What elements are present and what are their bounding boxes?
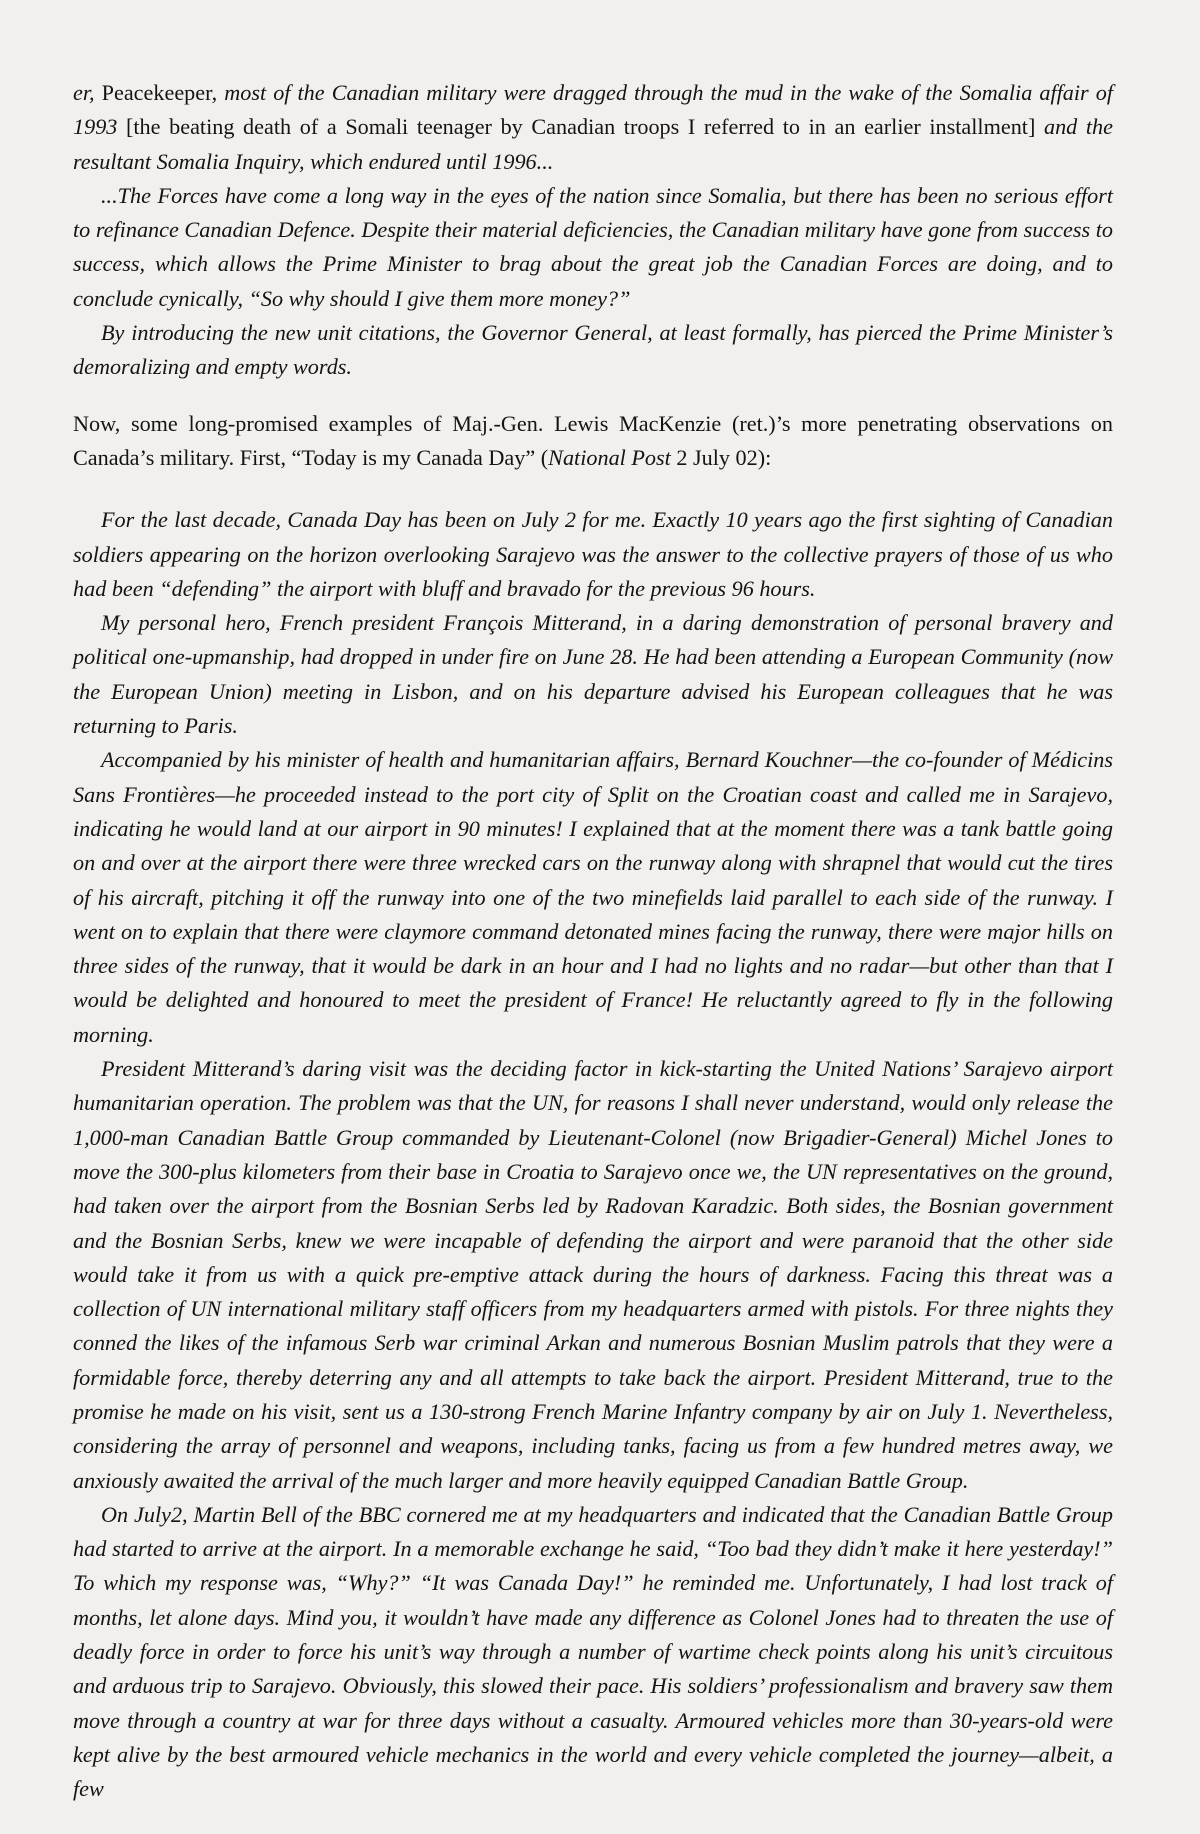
quote-paragraph-1	[73, 503, 1113, 606]
text-fragment: President Mitterand’s daring visit was the deciding factor in kick-starting the United Nations’ Sarajevo airport humanitarian operation. The problem was that the UN, for reasons I shall never understand, would only release the 1,000-man Canadian Battle Group commanded by Lieutenant-Colonel (now Brigadier-General) Michel Jones to move the 300-plus kilometers from their base in Croatia to Sarajevo once we, the UN representatives on the ground, had taken over the airport from the Bosnian Serbs led by Radovan Karadzic. Both sides, the Bosnian government and the Bosnian Serbs, knew we were incapable of defending the airport and were paranoid that the other side would take it from us with a quick pre-emptive attack during the hours of darkness. Facing this threat was a collection of UN international military staff officers from my headquarters armed with pistols. For three nights they conned the likes of the infamous Serb war criminal Arkan and numerous Bosnian Muslim patrols that they were a formidable force, thereby deterring any and all attempts to take back the airport. President Mitterand, true to the promise he made on his visit, sent us a 130-strong French Marine Infantry company by air on July 1. Nevertheless, considering the array of personnel and weapons, including tanks, facing us from a few hundred metres away, we anxiously awaited the arrival of the much larger and more heavily equipped Canadian Battle Group.	[73, 1056, 1113, 1493]
text-fragment: ...The Forces have come a long way in the eyes of the nation since Somalia, but there has been no serious effort to refinance Canadian Defence. Despite their material deficiencies, the Canadian military have gone from success to success, which allows the Prime Minister to brag about the great job the Canadian Forces are doing, and to conclude cynically, “So why should I give them more money?”	[73, 182, 1113, 311]
text-fragment: Accompanied by his minister of health and humanitarian affairs, Bernard Kouchner—the co-founder of Médicins Sans Frontières—he proceeded instead to the port city of Split on the Croatian coast and called me in Sarajevo, indicating he would land at our airport in 90 minutes! I explained that at the moment there was a tank battle going on and over at the airport there were three wrecked cars on the runway along with shrapnel that would cut the tires of his aircraft, pitching it off the runway into one of the two minefields laid parallel to each side of the runway. I went on to explain that there were claymore command detonated mines facing the runway, there were major hills on three sides of the runway, that it would be dark in an hour and I had no lights and no radar—but other than that I would be delighted and honoured to meet the president of France! He reluctantly agreed to fly in the following morning.	[73, 747, 1113, 1047]
text-fragment: [the beating death of a Somali teenager by Canadian troops I referred to in an earlier installment]	[117, 114, 1044, 140]
text-fragment: 2 July 02):	[670, 444, 772, 470]
text-fragment: Now, some long-promised examples of Maj.-Gen. Lewis MacKenzie (ret.)’s more penetrating observations on Canada’s military. First, “Today is my Canada Day” (	[73, 410, 1113, 470]
quote-paragraph-3	[73, 743, 1113, 1052]
source-title: National Post	[548, 444, 671, 470]
article-body	[73, 76, 1113, 1807]
quote-paragraph-2	[73, 606, 1113, 743]
quote-paragraph-5	[73, 1498, 1113, 1807]
somalia-paragraph-2	[73, 179, 1113, 316]
text-fragment: Peacekeeper,	[94, 80, 225, 105]
text-fragment: On July2, Martin Bell of the BBC cornered me at my headquarters and indicated that the Canadian Battle Group had started to arrive at the airport. In a memorable exchange he said, “Too bad they didn’t make it here yesterday!” To which my response was, “Why?” “It was Canada Day!” he reminded me. Unfortunately, I had lost track of months, let alone days. Mind you, it wouldn’t have made any difference as Colonel Jones had to threaten the use of deadly force in order to force his unit’s way through a number of wartime check points along his unit’s circuitous and arduous trip to Sarajevo. Obviously, this slowed their pace. His soldiers’ professionalism and bravery saw them move through a country at war for three days without a casualty. Armoured vehicles more than 30-years-old were kept alive by the best armoured vehicle mechanics in the world and every vehicle completed the journey—albeit, a few	[73, 1501, 1113, 1802]
text-fragment: By introducing the new unit citations, the Governor General, at least formally, has pierced the Prime Minister’s demoralizing and empty words.	[73, 320, 1113, 380]
text-fragment: For the last decade, Canada Day has been on July 2 for me. Exactly 10 years ago the first sighting of Canadian soldiers appearing on the horizon overlooking Sarajevo was the answer to the collective prayers of those of us who had been “defending” the airport with bluff and bravado for the previous 96 hours.	[73, 507, 1113, 601]
text-fragment: My personal hero, French president François Mitterand, in a daring demonstration of personal bravery and political one-upmanship, had dropped in under fire on June 28. He had been attending a European Community (now the European Union) meeting in Lisbon, and on his departure advised his European colleagues that he was returning to Paris.	[73, 610, 1113, 739]
somalia-paragraph-3	[73, 316, 1113, 385]
somalia-paragraph-1	[73, 76, 1113, 179]
text-fragment: and the resultant Somalia Inquiry, which endured until 1996...	[73, 114, 1113, 174]
quote-paragraph-4	[73, 1052, 1113, 1498]
text-fragment: most of the Canadian military were dragged through the mud in the wake of the Somalia affair of 1993	[73, 80, 1113, 140]
text-fragment: er,	[73, 80, 95, 105]
intro-paragraph	[73, 407, 1113, 476]
